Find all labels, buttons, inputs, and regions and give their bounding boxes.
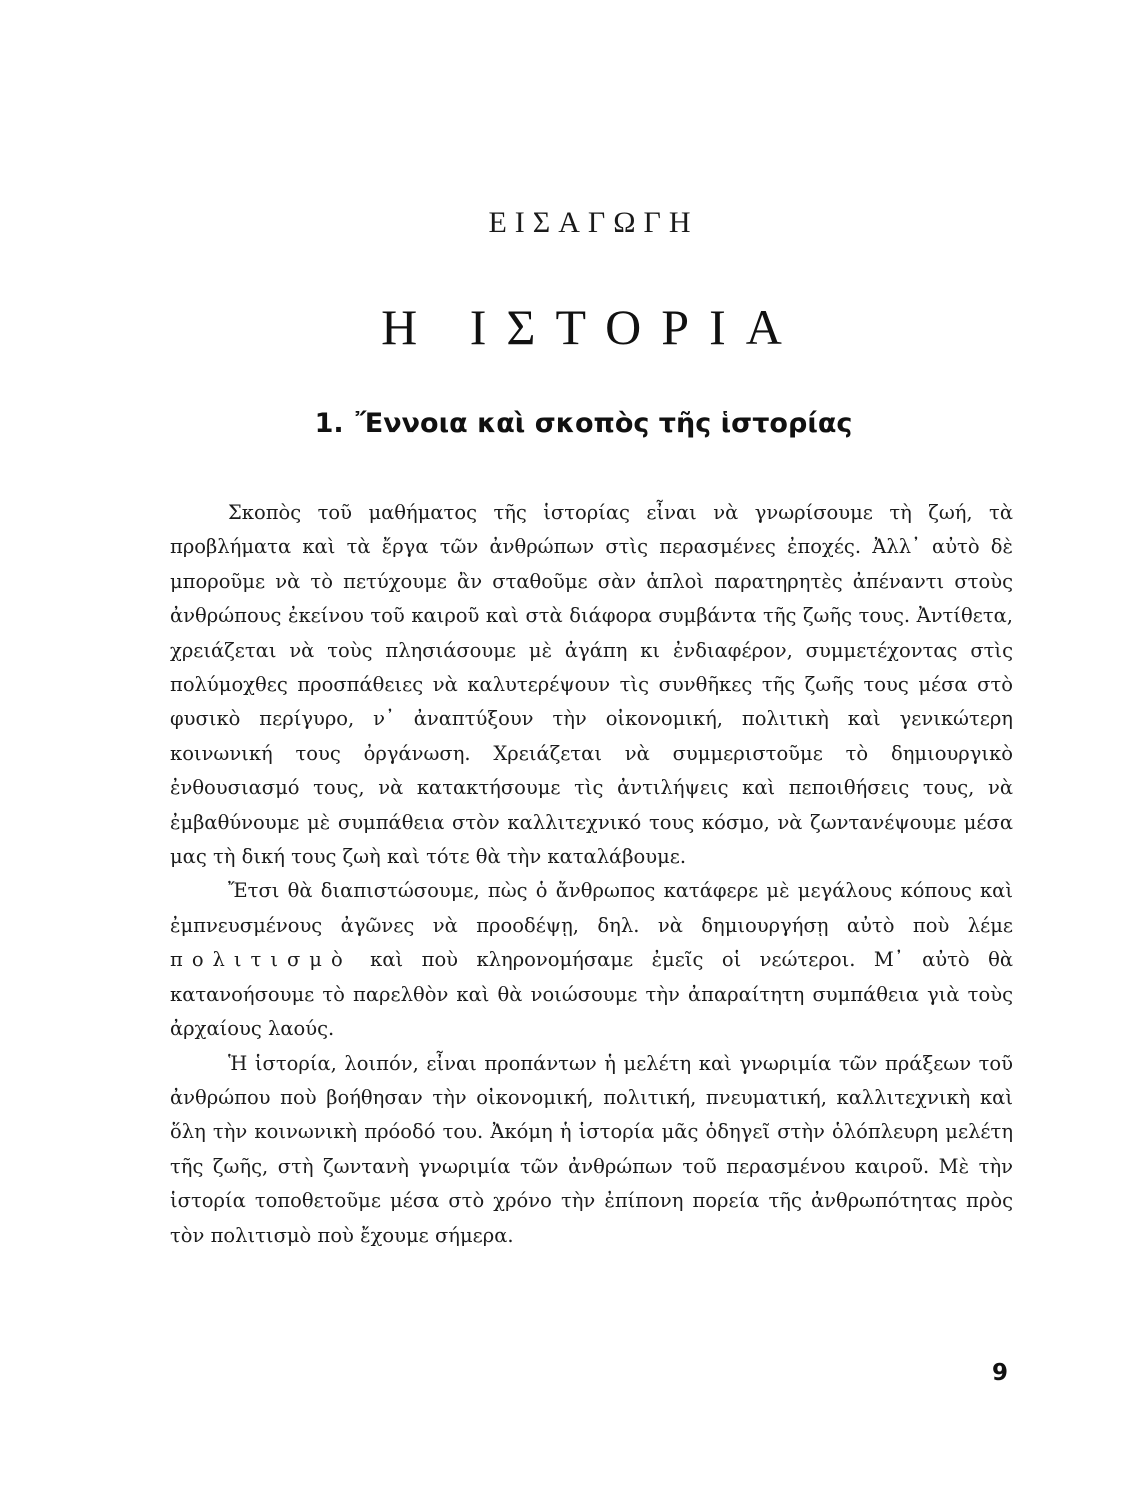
chapter-title: Η ΙΣΤΟΡΙΑ bbox=[381, 299, 802, 355]
paragraph-3: Ἡ ἱστορία, λοιπόν, εἶναι προπάντων ἡ μελέτη καὶ γνωριμία τῶν πράξεων τοῦ ἀνθρώπου ποὺ βοήθησαν τὴν οἰκονομική, πολιτική, πνευματική, καλλιτεχνικὴ καὶ ὅλη τὴν κοινωνικὴ πρόοδό του. Ἀκόμη ἡ ἱστορία μᾶς ὁδηγεῖ στὴν ὁλόπλευρη μελέτη τῆς ζωῆς, στὴ ζωντανὴ γνωριμία τῶν ἀνθρώπων τοῦ περασμένου καιροῦ. Μὲ τὴν ἱστορία τοποθετοῦμε μέσα στὸ χρόνο τὴν ἐπίπονη πορεία τῆς ἀνθρωπότητας πρὸς τὸν πολιτισμὸ ποὺ ἔχουμε σήμερα. bbox=[170, 1051, 1013, 1247]
page-number: 9 bbox=[992, 1360, 1009, 1386]
paragraph-2 bbox=[170, 874, 1013, 1046]
chapter-kicker: ΕΙΣΑΓΩΓΗ bbox=[488, 206, 699, 239]
paragraph-2-end: καὶ ποὺ κληρονομήσαμε ἐμεῖς οἱ νεώτεροι. Μ᾽ αὐτὸ θὰ κατανοήσουμε τὸ παρελθὸν καὶ θὰ νοιώσουμε τὴν ἀπαραίτητη συμπάθεια γιὰ τοὺς ἀρχαίους λαούς. bbox=[170, 948, 1013, 1041]
paragraph-1: Σκοπὸς τοῦ μαθήματος τῆς ἱστορίας εἶναι νὰ γνωρίσουμε τὴ ζωή, τὰ προβλήματα καὶ τὰ ἔργα τῶν ἀνθρώπων στὶς περασμένες ἐποχές. Ἀλλ᾽ αὐτὸ δὲ μποροῦμε νὰ τὸ πετύχουμε ἂν σταθοῦμε σὰν ἁπλοὶ παρατηρητὲς ἀπέναντι στοὺς ἀνθρώπους ἐκείνου τοῦ καιροῦ καὶ στὰ διάφορα συμβάντα τῆς ζωῆς τους. Ἀντίθετα, χρειάζεται νὰ τοὺς πλησιάσουμε μὲ ἀγάπη κι ἐνδιαφέρον, συμμετέχοντας στὶς πολύμοχθες προσπάθειες νὰ καλυτερέψουν τὶς συνθῆκες τῆς ζωῆς τους μέσα στὸ φυσικὸ περίγυρο, ν᾽ ἀναπτύξουν τὴν οἰκονομική, πολιτικὴ καὶ γενικώτερη κοινωνική τους ὀργάνωση. Χρειάζεται νὰ συμμεριστοῦμε τὸ δημιουργικὸ ἐνθουσιασμό τους, νὰ κατακτήσουμε τὶς ἀντιλήψεις καὶ πεποιθήσεις τους, νὰ ἐμβαθύνουμε μὲ συμπάθεια στὸν καλλιτεχνικό τους κόσμο, νὰ ζωντανέψουμε μέσα μας τὴ δική τους ζωὴ καὶ τότε θὰ τὴν καταλάβουμε. bbox=[170, 501, 1013, 869]
paragraph-2-start: Ἔτσι θὰ διαπιστώσουμε, πὼς ὁ ἄνθρωπος κατάφερε μὲ μεγάλους κόπους καὶ ἐμπνευσμένους ἀγῶνες νὰ προοδέψῃ, δηλ. νὰ δημιουργήσῃ αὐτὸ ποὺ λέμε bbox=[170, 879, 1013, 937]
body-text bbox=[170, 496, 1013, 1253]
section-number: 1. bbox=[314, 408, 344, 439]
emphasized-term: πολιτισμὸ bbox=[170, 948, 352, 972]
section-title: Ἔννοια καὶ σκοπὸς τῆς ἱστορίας bbox=[355, 408, 853, 439]
section-heading bbox=[0, 408, 1147, 439]
